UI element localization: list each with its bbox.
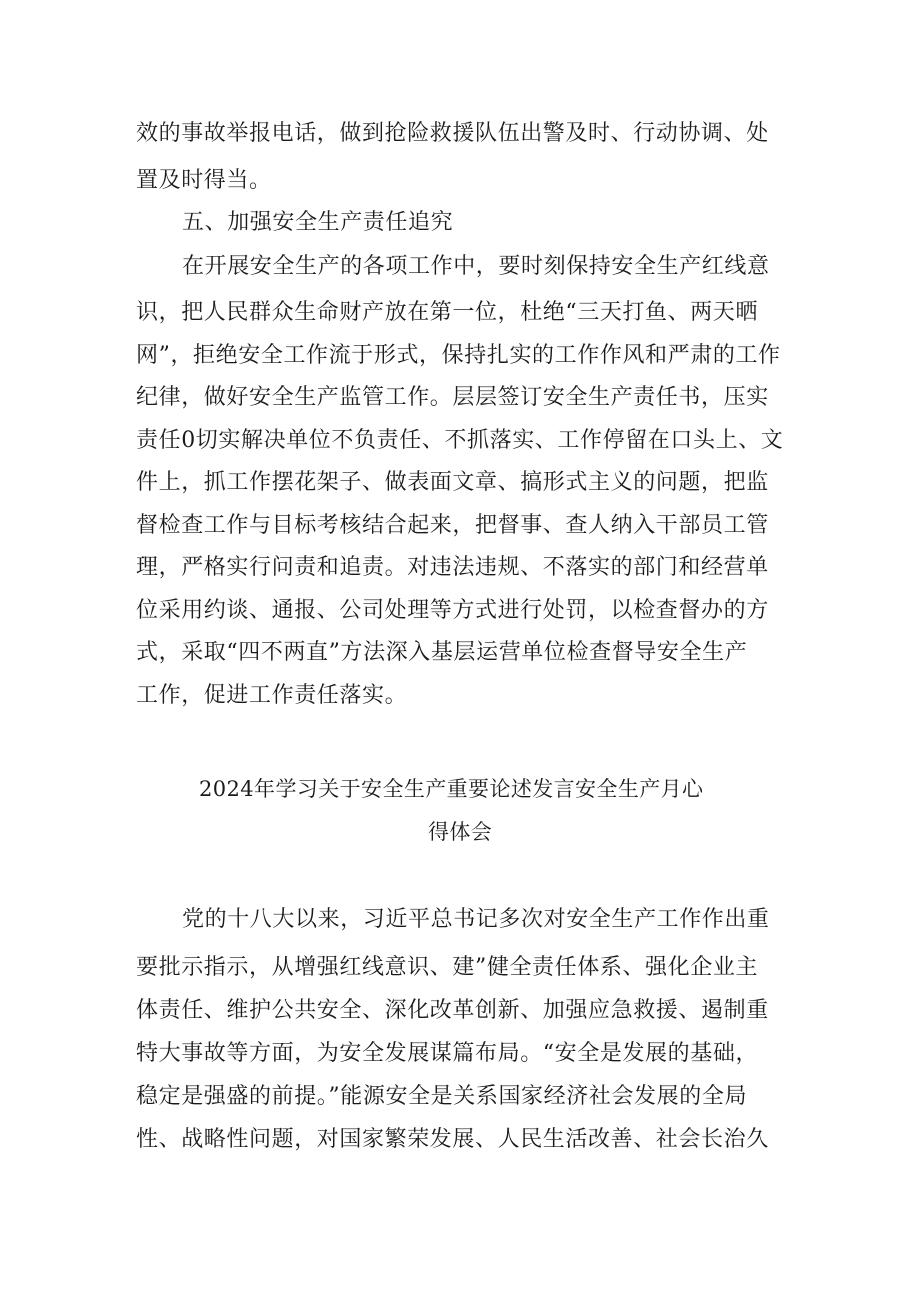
body-line: 识，把人民群众生命财产放在第一位，杜绝“三天打鱼、两天晒 bbox=[136, 300, 759, 325]
article-title-continued: 得体会 bbox=[428, 820, 493, 844]
body-line: 效的事故举报电话，做到抢险救援队伍出警及时、行动协调、处 bbox=[136, 121, 769, 146]
section-heading: 五、加强安全生产责任追究 bbox=[182, 210, 454, 235]
body-line: 责任0切实解决单位不负责任、不抓落实、工作停留在口头上、文 bbox=[136, 428, 784, 453]
body-line: 体责任、维护公共安全、深化改革创新、加强应急救援、遏制重 bbox=[136, 998, 769, 1023]
body-line: 性、战略性问题，对国家繁荣发展、人民生活改善、社会长治久 bbox=[136, 1127, 769, 1152]
body-line: 式，采取“四不两直”方法深入基层运营单位检查督导安全生产 bbox=[136, 640, 748, 665]
body-line: 党的十八大以来，习近平总书记多次对安全生产工作作出重 bbox=[182, 907, 770, 932]
body-line: 纪律，做好安全生产监管工作。层层签订安全生产责任书，压实 bbox=[136, 385, 769, 410]
body-line: 网”，拒绝安全工作流于形式，保持扎实的工作作风和严肃的工作 bbox=[136, 343, 781, 368]
article-title: 2024年学习关于安全生产重要论述发言安全生产月心 bbox=[199, 777, 704, 801]
body-line: 件上，抓工作摆花架子、做表面文章、搞形式主义的问题，把监 bbox=[136, 470, 769, 495]
body-line: 置及时得当。 bbox=[136, 168, 272, 193]
body-line: 稳定是强盛的前提。”能源安全是关系国家经济社会发展的全局 bbox=[136, 1084, 748, 1109]
body-line: 要批示指示，从增强红线意识、建”健全责任体系、强化企业主 bbox=[136, 955, 759, 980]
body-line: 工作，促进工作责任落实。 bbox=[136, 683, 408, 708]
body-line: 位采用约谈、通报、公司处理等方式进行处罚，以检查督办的方 bbox=[136, 598, 769, 623]
body-line: 理，严格实行问责和追责。对违法违规、不落实的部门和经营单 bbox=[136, 555, 769, 580]
body-line: 在开展安全生产的各项工作中，要时刻保持安全生产红线意 bbox=[182, 254, 770, 279]
body-line: 督检查工作与目标考核结合起来，把督事、查人纳入干部员工管 bbox=[136, 513, 769, 538]
body-line: 特大事故等方面，为安全发展谋篇布局。“安全是发展的基础， bbox=[136, 1041, 759, 1066]
